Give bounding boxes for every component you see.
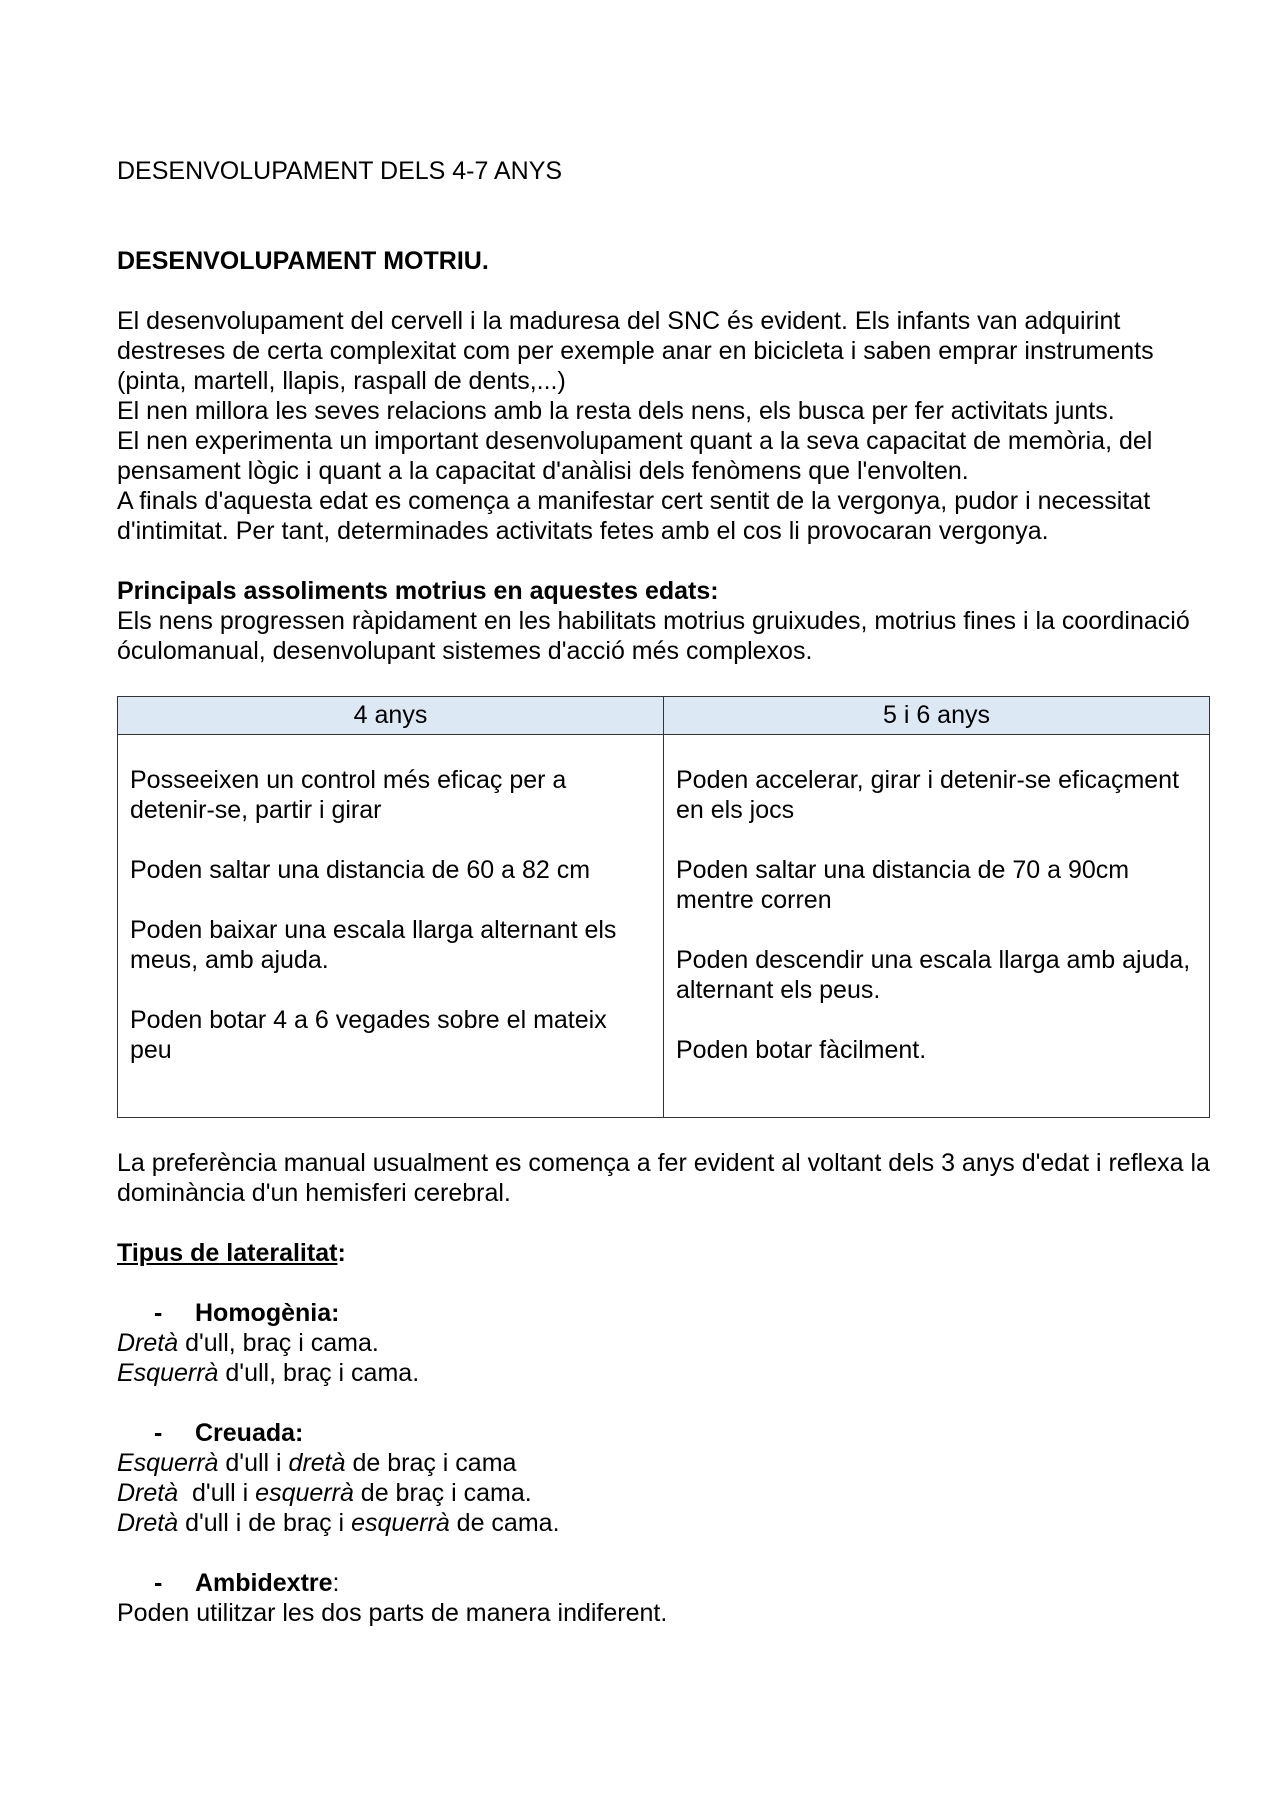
spacer — [117, 1538, 1217, 1568]
table-row — [118, 735, 1210, 1118]
italic-term: Dretà — [117, 1479, 179, 1507]
list-item: Posseeixen un control més eficaç per a detenir-se, partir i girar — [130, 766, 567, 824]
table-cell-4-anys — [118, 735, 664, 1118]
spacer — [117, 546, 1217, 576]
intro-paragraph-1: El desenvolupament del cervell i la maduresa del SNC és evident. Els infants van adquirint destreses de certa complexitat com per exemple anar en bicicleta i saben emprar instruments (pinta, martell, llapis, raspall de dents,...) — [117, 307, 1154, 395]
table-header-5-6-anys: 5 i 6 anys — [664, 697, 1210, 735]
spacer — [117, 1268, 1217, 1298]
laterality-heading-text: Tipus de lateralitat — [117, 1239, 338, 1267]
intro-paragraph-3: El nen experimenta un important desenvolupament quant a la seva capacitat de memòria, del pensament lògic i quant a la capacitat d'anàlisi dels fenòmens que l'envolten. — [117, 427, 1153, 485]
dash-bullet: - — [154, 1419, 163, 1447]
ambidextre-text: Poden utilitzar les dos parts de manera indiferent. — [117, 1599, 668, 1627]
line-text: d'ull i — [218, 1449, 289, 1477]
spacer — [117, 1208, 1217, 1238]
laterality-heading — [117, 1238, 1217, 1268]
list-item: Poden botar 4 a 6 vegades sobre el mateix peu — [130, 1006, 607, 1064]
achievements-heading: Principals assoliments motrius en aquestes edats: — [117, 577, 719, 605]
bullet-homogenia — [117, 1298, 1217, 1328]
list-item: Poden accelerar, girar i detenir-se eficaçment en els jocs — [676, 766, 1180, 824]
table-cell-5-6-anys — [664, 735, 1210, 1118]
line-text: d'ull i de braç i — [178, 1509, 352, 1537]
table-header-row — [118, 697, 1210, 735]
bullet-creuada — [117, 1418, 1217, 1448]
italic-term: esquerrà — [351, 1509, 450, 1537]
line-text: d'ull, braç i cama. — [218, 1359, 420, 1387]
creuada-line-2 — [117, 1478, 1217, 1508]
bullet-label: Homogènia: — [195, 1299, 340, 1327]
creuada-line-1 — [117, 1448, 1217, 1478]
italic-term: Dretà — [117, 1329, 179, 1357]
line-text: de braç i cama — [345, 1449, 517, 1477]
homogenia-line-1 — [117, 1328, 1217, 1358]
list-item: Poden saltar una distancia de 70 a 90cm mentre corren — [676, 856, 1130, 914]
creuada-line-3 — [117, 1508, 1217, 1538]
document-body — [117, 156, 1217, 1628]
italic-term: Esquerrà — [117, 1449, 219, 1477]
intro-paragraph-4: A finals d'aquesta edat es comença a manifestar cert sentit de la vergonya, pudor i necessitat d'intimitat. Per tant, determinades activitats fetes amb el cos li provocaran vergonya. — [117, 487, 1151, 545]
spacer — [117, 1388, 1217, 1418]
homogenia-line-2 — [117, 1358, 1217, 1388]
italic-term: Dretà — [117, 1509, 179, 1537]
italic-term: Esquerrà — [117, 1359, 219, 1387]
bullet-ambidextre — [117, 1568, 1217, 1598]
list-item: Poden botar fàcilment. — [676, 1036, 927, 1064]
dash-bullet: - — [154, 1299, 163, 1327]
motor-skills-table — [117, 696, 1210, 1118]
list-item: Poden baixar una escala llarga alternant els meus, amb ajuda. — [130, 916, 617, 974]
list-item: Poden descendir una escala llarga amb ajuda, alternant els peus. — [676, 946, 1191, 1004]
line-text: d'ull, braç i cama. — [178, 1329, 379, 1357]
bullet-label: Creuada: — [195, 1419, 304, 1447]
intro-paragraph-2: El nen millora les seves relacions amb la resta dels nens, els busca per fer activitats junts. — [117, 397, 1115, 425]
list-item: Poden saltar una distancia de 60 a 82 cm — [130, 856, 591, 884]
table-header-4-anys: 4 anys — [118, 697, 664, 735]
bullet-label: Ambidextre — [195, 1569, 333, 1597]
dash-bullet: - — [154, 1569, 163, 1597]
bullet-colon: : — [332, 1569, 340, 1597]
line-text: de braç i cama. — [353, 1479, 532, 1507]
section-heading: DESENVOLUPAMENT MOTRIU. — [117, 247, 489, 275]
laterality-heading-colon: : — [337, 1239, 346, 1267]
achievements-text: Els nens progressen ràpidament en les habilitats motrius gruixudes, motrius fines i la coordinació óculomanual, desenvolupant sistemes d'acció més complexos. — [117, 607, 1190, 665]
line-text: de cama. — [449, 1509, 560, 1537]
italic-term: esquerrà — [255, 1479, 354, 1507]
italic-term: dretà — [288, 1449, 346, 1477]
line-text: d'ull i — [178, 1479, 256, 1507]
document-title: DESENVOLUPAMENT DELS 4-7 ANYS — [117, 157, 563, 185]
after-table-paragraph: La preferència manual usualment es comença a fer evident al voltant dels 3 anys d'edat i reflexa la dominància d'un hemisferi cerebral. — [117, 1149, 1210, 1207]
